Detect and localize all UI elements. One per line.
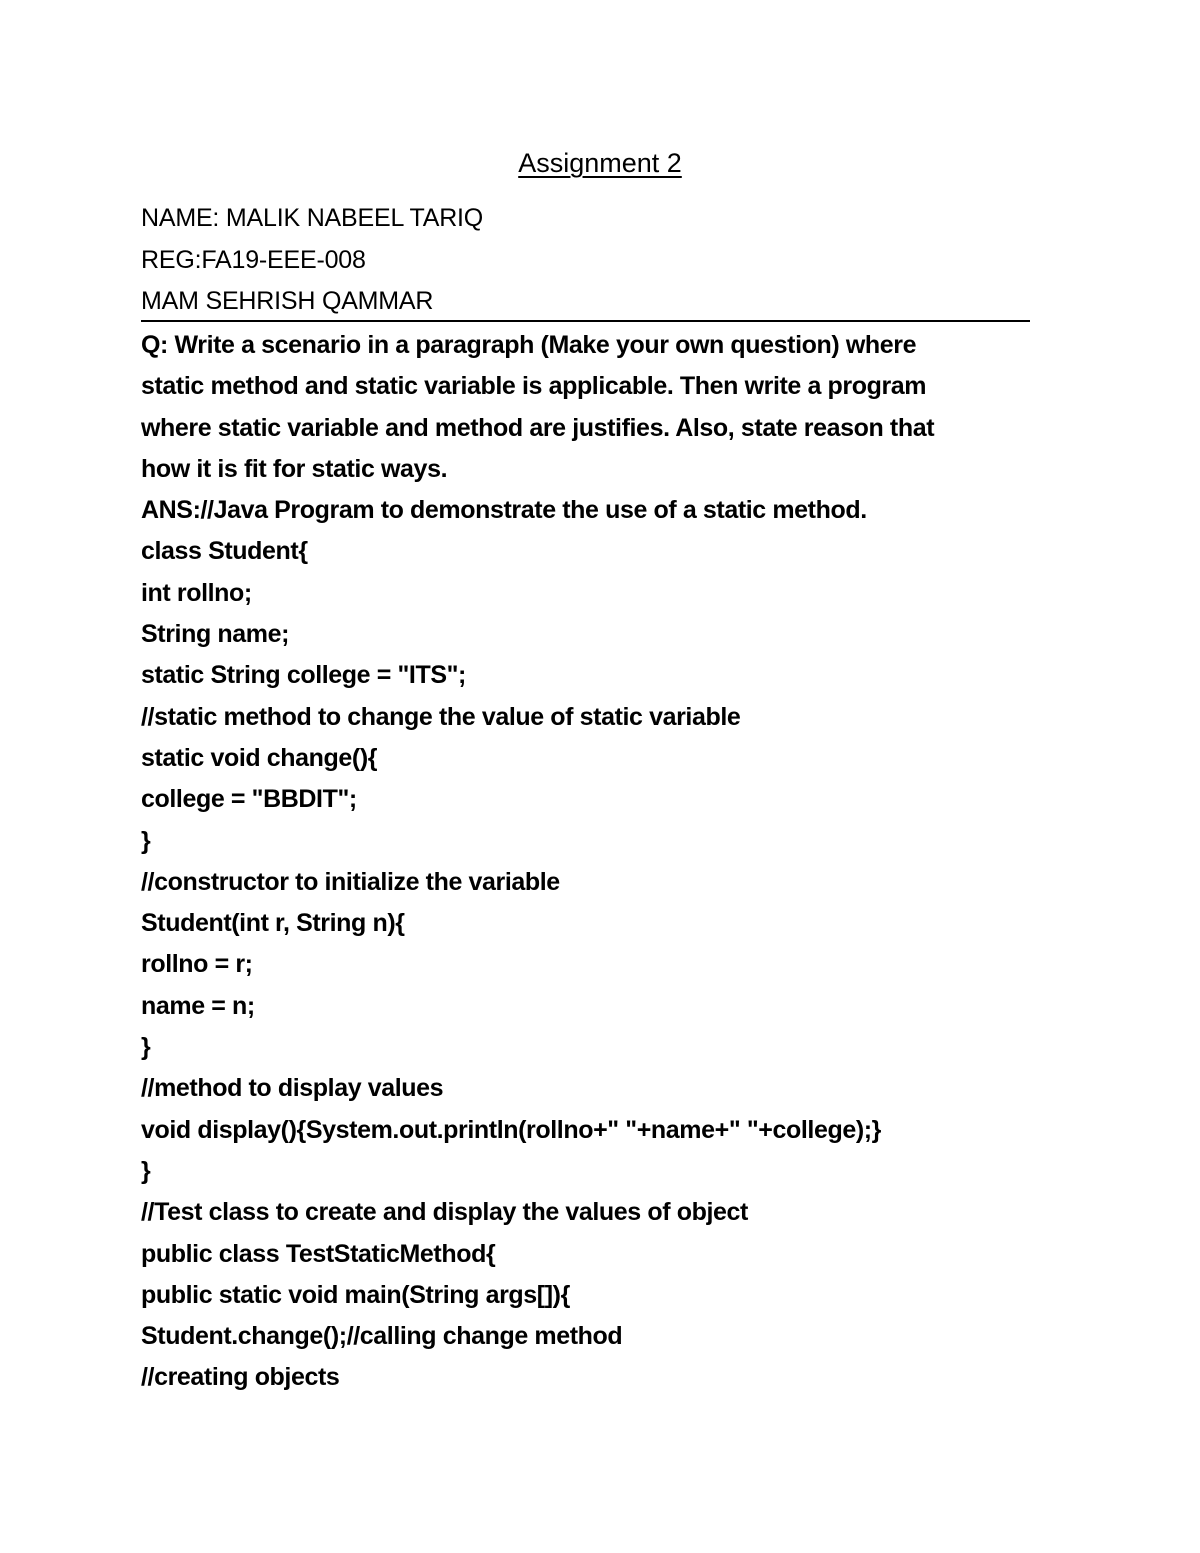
code-line: class Student{: [141, 537, 308, 566]
code-comment-line: //creating objects: [141, 1363, 340, 1392]
code-line: rollno = r;: [141, 950, 253, 979]
code-line: String name;: [141, 620, 289, 649]
code-line: static String college = "ITS";: [141, 661, 466, 690]
code-line: Student(int r, String n){: [141, 909, 405, 938]
code-line: college = "BBDIT";: [141, 785, 357, 814]
question-line: where static variable and method are justifies. Also, state reason that: [141, 413, 935, 442]
student-name: NAME: MALIK NABEEL TARIQ: [141, 204, 484, 232]
question-line: static method and static variable is applicable. Then write a program: [141, 372, 927, 401]
code-line: int rollno;: [141, 578, 252, 607]
code-line: void display(){System.out.println(rollno+" "+name+" "+college);}: [141, 1115, 882, 1144]
code-line: }: [141, 826, 151, 855]
code-line: public static void main(String args[]){: [141, 1280, 570, 1309]
answer-line: ANS://Java Program to demonstrate the use of a static method.: [141, 496, 867, 525]
document-title: [0, 144, 1200, 182]
document-body: [141, 325, 1041, 1399]
code-line: name = n;: [141, 991, 255, 1020]
header-divider: [141, 320, 1030, 322]
student-info: [141, 198, 1031, 323]
registration-number: REG:FA19-EEE-008: [141, 245, 366, 274]
code-comment-line: //Test class to create and display the values of object: [141, 1198, 748, 1227]
code-comment-line: //constructor to initialize the variable: [141, 867, 560, 896]
code-comment-line: //method to display values: [141, 1074, 444, 1103]
code-line: public class TestStaticMethod{: [141, 1239, 496, 1268]
question-line: how it is fit for static ways.: [141, 454, 448, 483]
question-line: Q: Write a scenario in a paragraph (Make your own question) where: [141, 331, 917, 359]
code-line: }: [141, 1033, 151, 1062]
code-line: }: [141, 1156, 151, 1185]
code-comment-line: //static method to change the value of static variable: [141, 702, 741, 731]
code-line: Student.change();//calling change method: [141, 1322, 623, 1351]
document-title-text: Assignment 2: [518, 148, 682, 178]
teacher-name: MAM SEHRISH QAMMAR: [141, 287, 434, 315]
code-line: static void change(){: [141, 743, 378, 772]
